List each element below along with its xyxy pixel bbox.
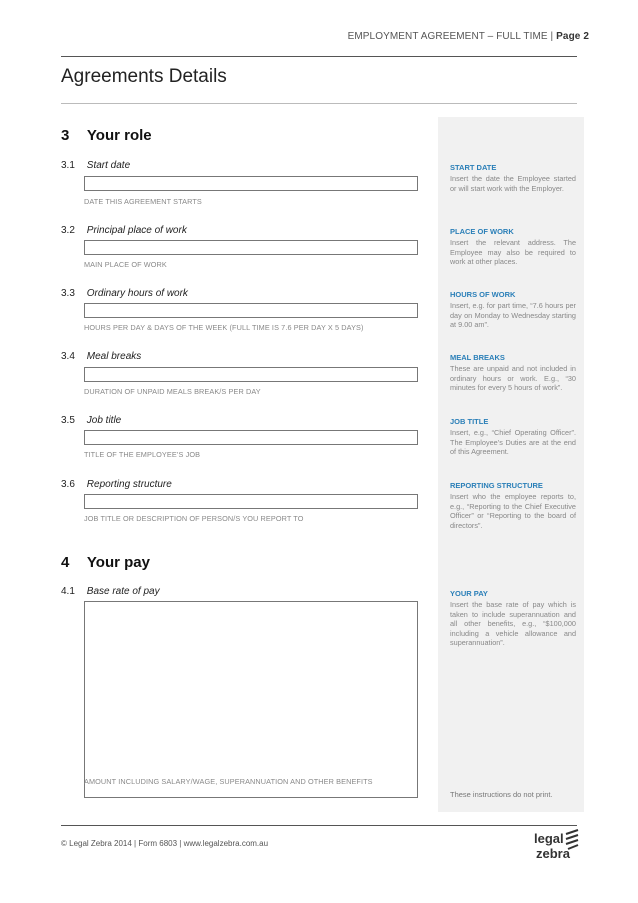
note-your-pay: Insert the base rate of pay which is taken to include superannuation and all other benefits, e.g., “$100,000 including a vehicle allowance and superannuation”. — [450, 600, 576, 648]
section-title-your-role — [61, 127, 152, 144]
note-meal-breaks: These are unpaid and not included in ordinary hours or work. E.g., “30 minutes for every 5 hours of work”. — [450, 364, 576, 393]
header-page: Page 2 — [556, 31, 589, 42]
note-place-of-work: Insert the relevant address. The Employee may also be required to work at other places. — [450, 238, 576, 267]
logo-line1: legal — [534, 831, 564, 846]
base-rate-of-pay-hint: AMOUNT INCLUDING SALARY/WAGE, SUPERANNUATION AND OTHER BENEFITS — [84, 777, 373, 786]
item-label-text: Job title — [86, 415, 122, 426]
meal-breaks-field[interactable] — [84, 367, 418, 382]
item-label-hours-of-work — [61, 288, 188, 299]
item-number: 3.1 — [61, 160, 75, 171]
place-of-work-field[interactable] — [84, 240, 418, 255]
note-job-title: Insert, e.g., “Chief Operating Officer”. The Employee’s Duties are at the end of this Agreement. — [450, 428, 576, 457]
item-number: 3.3 — [61, 288, 75, 299]
section-title-your-pay — [61, 554, 150, 571]
item-label-start-date — [61, 160, 130, 171]
item-label-text: Principal place of work — [86, 225, 187, 236]
reporting-structure-field[interactable] — [84, 494, 418, 509]
page-title: Agreements Details — [61, 66, 227, 87]
item-label-base-rate-of-pay — [61, 586, 160, 597]
running-header — [348, 31, 589, 42]
base-rate-of-pay-field[interactable] — [84, 601, 418, 798]
instructions-sidebar — [438, 117, 584, 812]
note-head-job-title: JOB TITLE — [450, 417, 489, 426]
place-of-work-hint: MAIN PLACE OF WORK — [84, 260, 167, 269]
item-label-place-of-work — [61, 225, 187, 236]
reporting-structure-hint: JOB TITLE OR DESCRIPTION OF PERSON/S YOU REPORT TO — [84, 514, 304, 523]
note-head-start-date: START DATE — [450, 163, 497, 172]
item-number: 3.5 — [61, 415, 75, 426]
hours-of-work-hint: HOURS PER DAY & DAYS OF THE WEEK (FULL TIME IS 7.6 PER DAY X 5 DAYS) — [84, 323, 364, 332]
item-number: 3.6 — [61, 479, 75, 490]
item-number: 3.4 — [61, 351, 75, 362]
footer-rule — [61, 825, 577, 826]
item-label-text: Ordinary hours of work — [86, 288, 188, 299]
item-label-reporting-structure — [61, 479, 172, 490]
header-rule — [61, 56, 577, 57]
item-label-text: Reporting structure — [86, 479, 172, 490]
title-rule — [61, 103, 577, 104]
logo-line2: zebra — [536, 846, 570, 861]
item-label-text: Meal breaks — [86, 351, 142, 362]
section-title-text: Your role — [86, 127, 152, 144]
item-number: 4.1 — [61, 586, 75, 597]
item-label-text: Start date — [86, 160, 131, 171]
note-head-meal-breaks: MEAL BREAKS — [450, 353, 505, 362]
job-title-hint: TITLE OF THE EMPLOYEE’S JOB — [84, 450, 201, 459]
note-head-reporting-structure: REPORTING STRUCTURE — [450, 481, 543, 490]
section-title-text: Your pay — [86, 554, 150, 571]
note-reporting-structure: Insert who the employee reports to, e.g., “Reporting to the Chief Executive Officer” or “Reporting to the board of directors”. — [450, 492, 576, 530]
note-hours-of-work: Insert, e.g. for part time, “7.6 hours per day on Monday to Wednesday starting at 9.00 am”. — [450, 301, 576, 330]
note-head-hours-of-work: HOURS OF WORK — [450, 290, 516, 299]
sidebar-footer-note: These instructions do not print. — [450, 790, 553, 799]
start-date-field[interactable] — [84, 176, 418, 191]
item-number: 3.2 — [61, 225, 75, 236]
legal-zebra-logo — [532, 828, 580, 862]
meal-breaks-hint: DURATION OF UNPAID MEALS BREAK/S PER DAY — [84, 387, 261, 396]
job-title-field[interactable] — [84, 430, 418, 445]
header-title: EMPLOYMENT AGREEMENT – FULL TIME | — [347, 31, 554, 42]
note-head-place-of-work: PLACE OF WORK — [450, 227, 514, 236]
section-number: 4 — [61, 554, 70, 571]
hours-of-work-field[interactable] — [84, 303, 418, 318]
section-number: 3 — [61, 127, 70, 144]
note-head-your-pay: YOUR PAY — [450, 589, 488, 598]
item-label-job-title — [61, 415, 121, 426]
note-start-date: Insert the date the Employee started or will start work with the Employer. — [450, 174, 576, 193]
footer-text: © Legal Zebra 2014 | Form 6803 | www.legalzebra.com.au — [61, 839, 269, 848]
item-label-text: Base rate of pay — [86, 586, 160, 597]
start-date-hint: DATE THIS AGREEMENT STARTS — [84, 197, 202, 206]
item-label-meal-breaks — [61, 351, 141, 362]
